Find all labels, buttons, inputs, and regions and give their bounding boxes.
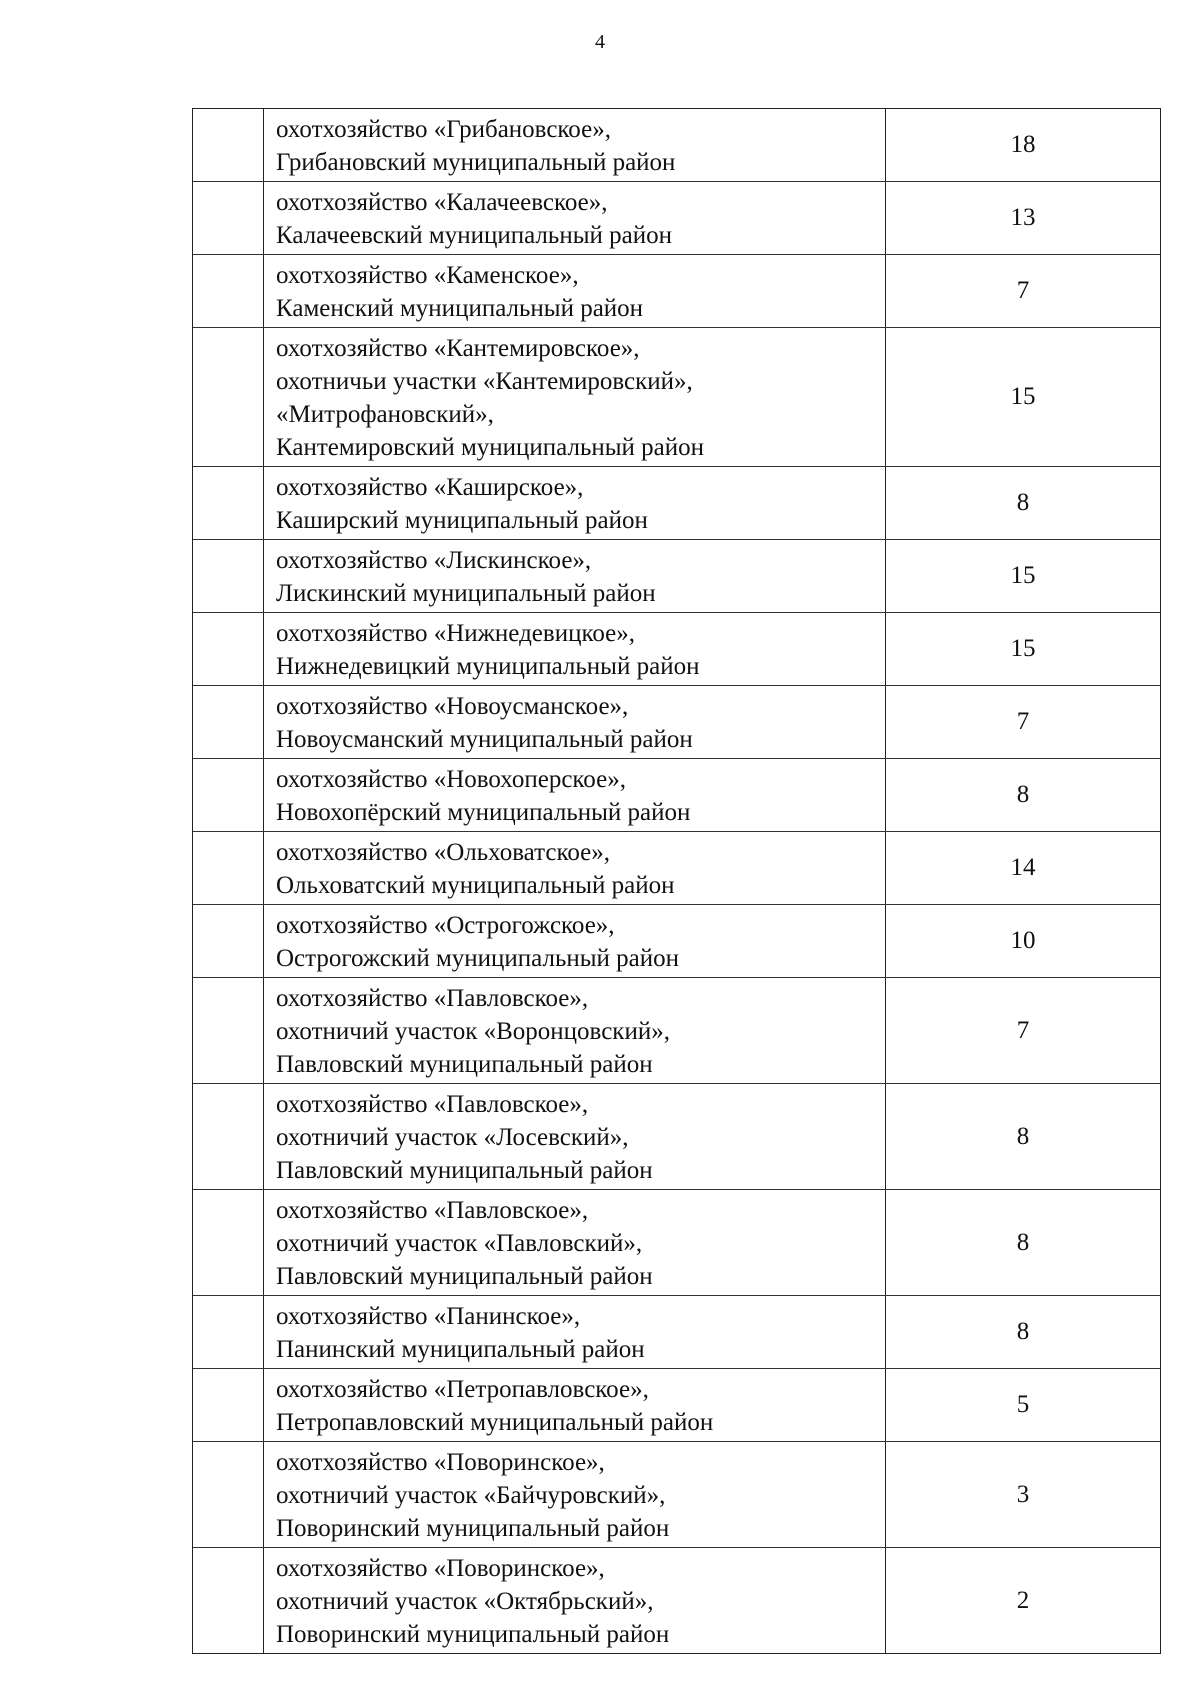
name-line: охотхозяйство «Поворинское», <box>276 1555 605 1582</box>
name-line: Калачеевский муниципальный район <box>276 222 672 249</box>
row-number-cell <box>193 1190 264 1295</box>
name-line: Ольховатский муниципальный район <box>276 872 675 899</box>
name-line: Нижнедевицкий муниципальный район <box>276 653 700 680</box>
quota-value-cell: 8 <box>886 467 1161 539</box>
name-line: охотхозяйство «Каменское», <box>276 262 579 289</box>
row-number-cell <box>193 613 264 685</box>
name-line: охотничий участок «Воронцовский», <box>276 1018 670 1045</box>
hunting-ground-name-cell <box>264 1442 886 1547</box>
hunting-ground-name-cell <box>264 1296 886 1368</box>
name-line: охотничий участок «Байчуровский», <box>276 1482 666 1509</box>
table-row <box>193 467 1161 540</box>
name-line: «Митрофановский», <box>276 401 494 428</box>
table-row <box>193 832 1161 905</box>
quota-value-cell: 15 <box>886 613 1161 685</box>
row-number-cell <box>193 1084 264 1189</box>
name-line: Панинский муниципальный район <box>276 1336 645 1363</box>
row-number-cell <box>193 759 264 831</box>
row-number-cell <box>193 978 264 1083</box>
table-row <box>193 978 1161 1084</box>
name-line: Петропавловский муниципальный район <box>276 1409 714 1436</box>
table-row <box>193 1442 1161 1548</box>
table-row <box>193 759 1161 832</box>
hunting-ground-name-cell <box>264 540 886 612</box>
quota-value-cell: 10 <box>886 905 1161 977</box>
table-row <box>193 905 1161 978</box>
quota-value-cell: 5 <box>886 1369 1161 1441</box>
row-number-cell <box>193 540 264 612</box>
name-line: охотничий участок «Лосевский», <box>276 1124 629 1151</box>
name-line: охотхозяйство «Каширское», <box>276 474 584 501</box>
row-number-cell <box>193 905 264 977</box>
name-line: охотхозяйство «Грибановское», <box>276 116 611 143</box>
table-row <box>193 1190 1161 1296</box>
hunting-ground-name-cell <box>264 613 886 685</box>
hunting-ground-name-cell <box>264 1369 886 1441</box>
quota-value-cell: 8 <box>886 759 1161 831</box>
hunting-ground-name-cell <box>264 1084 886 1189</box>
name-line: Поворинский муниципальный район <box>276 1515 670 1542</box>
hunting-ground-name-cell <box>264 832 886 904</box>
row-number-cell <box>193 182 264 254</box>
name-line: Кантемировский муниципальный район <box>276 434 705 461</box>
name-line: Каширский муниципальный район <box>276 507 648 534</box>
table-row <box>193 328 1161 467</box>
name-line: охотничий участок «Павловский», <box>276 1230 643 1257</box>
quota-value-cell: 7 <box>886 686 1161 758</box>
page-number: 4 <box>595 31 605 53</box>
table-row <box>193 540 1161 613</box>
row-number-cell <box>193 1548 264 1653</box>
table-row <box>193 182 1161 255</box>
hunting-ground-name-cell <box>264 1548 886 1653</box>
hunting-grounds-table <box>192 108 1161 1654</box>
name-line: охотхозяйство «Нижнедевицкое», <box>276 620 635 647</box>
name-line: охотхозяйство «Павловское», <box>276 985 589 1012</box>
hunting-ground-name-cell <box>264 182 886 254</box>
table-row <box>193 1084 1161 1190</box>
hunting-ground-name-cell <box>264 255 886 327</box>
quota-value-cell: 7 <box>886 255 1161 327</box>
name-line: охотхозяйство «Павловское», <box>276 1091 589 1118</box>
table-row <box>193 109 1161 182</box>
quota-value-cell: 8 <box>886 1296 1161 1368</box>
table-row <box>193 686 1161 759</box>
name-line: охотхозяйство «Лискинское», <box>276 547 592 574</box>
table-row <box>193 1548 1161 1653</box>
row-number-cell <box>193 467 264 539</box>
row-number-cell <box>193 1442 264 1547</box>
table-row <box>193 1296 1161 1369</box>
hunting-ground-name-cell <box>264 467 886 539</box>
name-line: охотхозяйство «Новоусманское», <box>276 693 629 720</box>
quota-value-cell: 18 <box>886 109 1161 181</box>
row-number-cell <box>193 328 264 466</box>
row-number-cell <box>193 832 264 904</box>
table-row <box>193 1369 1161 1442</box>
name-line: охотхозяйство «Петропавловское», <box>276 1376 649 1403</box>
name-line: охотхозяйство «Павловское», <box>276 1197 589 1224</box>
quota-value-cell: 15 <box>886 540 1161 612</box>
quota-value-cell: 15 <box>886 328 1161 466</box>
name-line: охотничьи участки «Кантемировский», <box>276 368 693 395</box>
row-number-cell <box>193 255 264 327</box>
row-number-cell <box>193 1296 264 1368</box>
quota-value-cell: 7 <box>886 978 1161 1083</box>
name-line: Новохопёрский муниципальный район <box>276 799 691 826</box>
name-line: Острогожский муниципальный район <box>276 945 680 972</box>
name-line: охотхозяйство «Кантемировское», <box>276 335 640 362</box>
hunting-ground-name-cell <box>264 759 886 831</box>
name-line: Грибановский муниципальный район <box>276 149 676 176</box>
name-line: Павловский муниципальный район <box>276 1051 653 1078</box>
name-line: Павловский муниципальный район <box>276 1263 653 1290</box>
name-line: Павловский муниципальный район <box>276 1157 653 1184</box>
row-number-cell <box>193 1369 264 1441</box>
hunting-ground-name-cell <box>264 109 886 181</box>
name-line: Лискинский муниципальный район <box>276 580 656 607</box>
name-line: охотхозяйство «Калачеевское», <box>276 189 608 216</box>
name-line: охотничий участок «Октябрьский», <box>276 1588 654 1615</box>
name-line: Каменский муниципальный район <box>276 295 644 322</box>
hunting-ground-name-cell <box>264 686 886 758</box>
name-line: охотхозяйство «Поворинское», <box>276 1449 605 1476</box>
hunting-ground-name-cell <box>264 978 886 1083</box>
quota-value-cell: 8 <box>886 1190 1161 1295</box>
quota-value-cell: 13 <box>886 182 1161 254</box>
quota-value-cell: 2 <box>886 1548 1161 1653</box>
name-line: Поворинский муниципальный район <box>276 1621 670 1648</box>
table-row <box>193 613 1161 686</box>
row-number-cell <box>193 686 264 758</box>
name-line: охотхозяйство «Панинское», <box>276 1303 581 1330</box>
name-line: охотхозяйство «Ольховатское», <box>276 839 610 866</box>
quota-value-cell: 3 <box>886 1442 1161 1547</box>
quota-value-cell: 14 <box>886 832 1161 904</box>
name-line: охотхозяйство «Новохоперское», <box>276 766 626 793</box>
name-line: охотхозяйство «Острогожское», <box>276 912 615 939</box>
table-row <box>193 255 1161 328</box>
hunting-ground-name-cell <box>264 328 886 466</box>
hunting-ground-name-cell <box>264 1190 886 1295</box>
name-line: Новоусманский муниципальный район <box>276 726 693 753</box>
hunting-ground-name-cell <box>264 905 886 977</box>
row-number-cell <box>193 109 264 181</box>
quota-value-cell: 8 <box>886 1084 1161 1189</box>
